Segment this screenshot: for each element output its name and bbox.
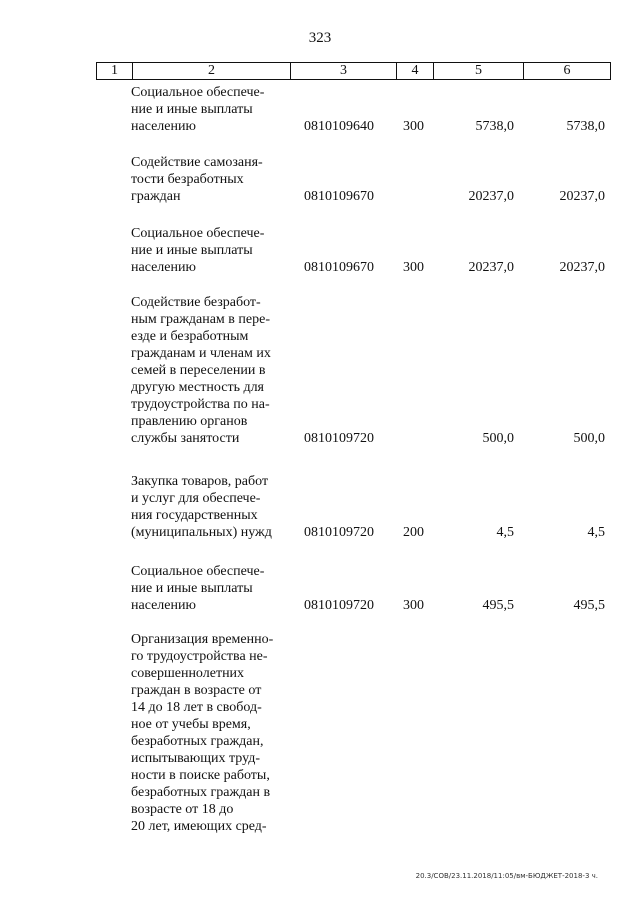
description-line: ние и иные выплаты xyxy=(131,581,253,596)
expense-type: 200 xyxy=(403,525,424,540)
amount-col5: 20237,0 xyxy=(468,260,514,275)
page-number: 323 xyxy=(308,30,332,46)
description-line: граждан xyxy=(131,189,181,204)
description-line: возрасте от 18 до xyxy=(131,802,234,817)
description-line: 14 до 18 лет в свобод- xyxy=(131,700,262,715)
description-line: ности в поиске работы, xyxy=(131,768,270,783)
amount-col6: 20237,0 xyxy=(559,189,605,204)
description-line: другую местность для xyxy=(131,380,264,395)
description-line: испытывающих труд- xyxy=(131,751,261,766)
target-code: 0810109720 xyxy=(304,598,374,613)
description-line: езде и безработным xyxy=(131,329,249,344)
description-line: и услуг для обеспече- xyxy=(131,491,261,506)
amount-col5: 495,5 xyxy=(482,598,514,613)
amount-col5: 500,0 xyxy=(482,431,514,446)
row-description xyxy=(131,631,284,835)
row-description xyxy=(131,154,284,205)
amount-col5: 20237,0 xyxy=(468,189,514,204)
description-line: тости безработных xyxy=(131,172,244,187)
description-line: безработных граждан в xyxy=(131,785,271,800)
table-header xyxy=(96,62,611,80)
description-line: граждан в возрасте от xyxy=(131,683,262,698)
description-line: (муниципальных) нужд xyxy=(131,525,272,540)
expense-type: 300 xyxy=(403,598,424,613)
amount-col6: 20237,0 xyxy=(559,260,605,275)
description-line: ное от учебы время, xyxy=(131,717,251,732)
amount-col5: 5738,0 xyxy=(475,119,514,134)
row-description xyxy=(131,225,284,276)
target-code: 0810109640 xyxy=(304,119,374,134)
description-line: Содействие самозаня- xyxy=(131,155,263,170)
description-line: го трудоустройства не- xyxy=(131,649,268,664)
amount-col5: 4,5 xyxy=(496,525,514,540)
header-col-1: 1 xyxy=(97,63,133,79)
description-line: 20 лет, имеющих сред- xyxy=(131,819,267,834)
row-description xyxy=(131,473,284,541)
target-code: 0810109720 xyxy=(304,431,374,446)
description-line: ние и иные выплаты xyxy=(131,243,253,258)
target-code: 0810109720 xyxy=(304,525,374,540)
description-line: Социальное обеспече- xyxy=(131,564,265,579)
target-code: 0810109670 xyxy=(304,260,374,275)
description-line: населению xyxy=(131,119,196,134)
row-description xyxy=(131,84,284,135)
description-line: Социальное обеспече- xyxy=(131,85,265,100)
description-line: Социальное обеспече- xyxy=(131,226,265,241)
description-line: Организация временно- xyxy=(131,632,274,647)
description-line: совершеннолетних xyxy=(131,666,245,681)
header-col-4: 4 xyxy=(397,63,434,79)
row-description xyxy=(131,294,284,447)
description-line: трудоустройства по на- xyxy=(131,397,270,412)
amount-col6: 495,5 xyxy=(573,598,605,613)
expense-type: 300 xyxy=(403,119,424,134)
description-line: Содействие безработ- xyxy=(131,295,261,310)
expense-type: 300 xyxy=(403,260,424,275)
header-col-3: 3 xyxy=(291,63,397,79)
description-line: ние и иные выплаты xyxy=(131,102,253,117)
description-line: безработных граждан, xyxy=(131,734,264,749)
header-col-6: 6 xyxy=(563,63,571,78)
target-code: 0810109670 xyxy=(304,189,374,204)
document-footer: 20.3/СОВ/23.11.2018/11:05/вм-БЮДЖЕТ-2018-3 ч. xyxy=(415,872,598,880)
description-line: службы занятости xyxy=(131,431,240,446)
header-col-2: 2 xyxy=(133,63,291,79)
header-col-5: 5 xyxy=(434,63,524,79)
description-line: гражданам и членам их xyxy=(131,346,271,361)
description-line: населению xyxy=(131,598,196,613)
description-line: ным гражданам в пере- xyxy=(131,312,270,327)
row-description xyxy=(131,563,284,614)
amount-col6: 500,0 xyxy=(573,431,605,446)
amount-col6: 5738,0 xyxy=(566,119,605,134)
description-line: ния государственных xyxy=(131,508,258,523)
amount-col6: 4,5 xyxy=(587,525,605,540)
description-line: Закупка товаров, работ xyxy=(131,474,269,489)
description-line: семей в переселении в xyxy=(131,363,266,378)
description-line: правлению органов xyxy=(131,414,248,429)
description-line: населению xyxy=(131,260,196,275)
